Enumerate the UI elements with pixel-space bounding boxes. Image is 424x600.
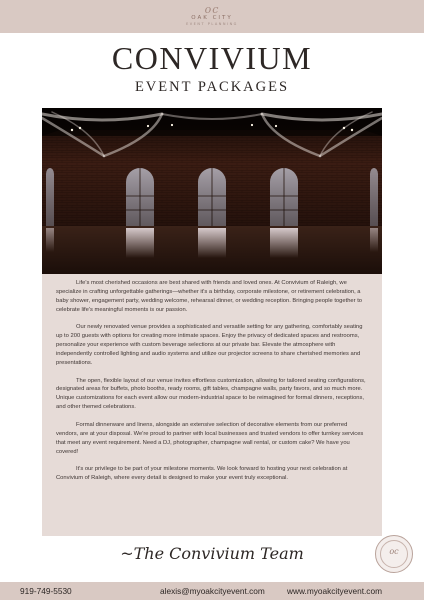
contact-phone[interactable]: 919-749-5530 xyxy=(20,586,72,596)
page-title: CONVIVIUM xyxy=(111,40,313,76)
venue-illustration xyxy=(42,108,382,274)
team-signature: ~The Convivium Team xyxy=(120,544,304,563)
description-card xyxy=(42,274,382,536)
paragraph-venue: Our newly renovated venue provides a sophisticated and versatile setting for any gathering, comfortably seating up to 200 guests with options for creating more intimate spaces. Enjoy the privacy of dedicated spaces and restrooms, personalize your experience with custom beverage selections at our private bar. Elevate the atmosphere with independently controlled lighting and audio systems and utilize our projector screens to share cherished memories and presentations. xyxy=(56,324,363,366)
brand-name: OAK CITY xyxy=(191,15,233,21)
seal-monogram: oc xyxy=(389,547,399,556)
contact-email[interactable]: alexis@myoakcityevent.com xyxy=(160,586,265,596)
paragraph-layout: The open, flexible layout of our venue invites effortless customization, allowing for tailored seating configurations, designated areas for buffets, photo booths, ready rooms, gift tables, champagne walls, party favors, and so much more. Unique customizations for each event allow our modern-industrial space to be reimagined for formal dinners, receptions, and other themed celebrations. xyxy=(56,377,366,411)
paragraph-dinnerware: Formal dinnerware and linens, alongside an extensive selection of decorative elements from our preferred vendors, are at your disposal. We're proud to partner with local businesses and trusted vendors to offer turnkey services that meet any event requirement. Need a DJ, photographer, champagne wall rental, or custom cake? We have you covered! xyxy=(56,421,364,455)
paragraph-closing: It's our privilege to be part of your milestone moments. We look forward to hosting your next celebration at Convivium of Raleigh, where every detail is designed to make your event truly exceptional. xyxy=(56,466,348,482)
brand-monogram: oc xyxy=(204,3,220,16)
brand-tagline: EVENT PLANNING xyxy=(186,22,238,26)
venue-hero-image xyxy=(42,108,382,274)
page-subtitle: EVENT PACKAGES xyxy=(134,79,290,95)
brand-seal-logo xyxy=(375,535,413,573)
brand-logo xyxy=(0,4,424,27)
contact-website[interactable]: www.myoakcityevent.com xyxy=(287,586,382,596)
paragraph-intro: Life's most cherished occasions are best shared with friends and loved ones. At Convivium of Raleigh, we specialize in crafting unforgettable gatherings—whether it's a birthday, corporate milestone, or retirement celebration, a baby shower, engagement party, wedding welcome, rehearsal dinner, or wedding reception. Bringing people together to celebrate life's meaningful moments is our passion. xyxy=(56,280,363,313)
